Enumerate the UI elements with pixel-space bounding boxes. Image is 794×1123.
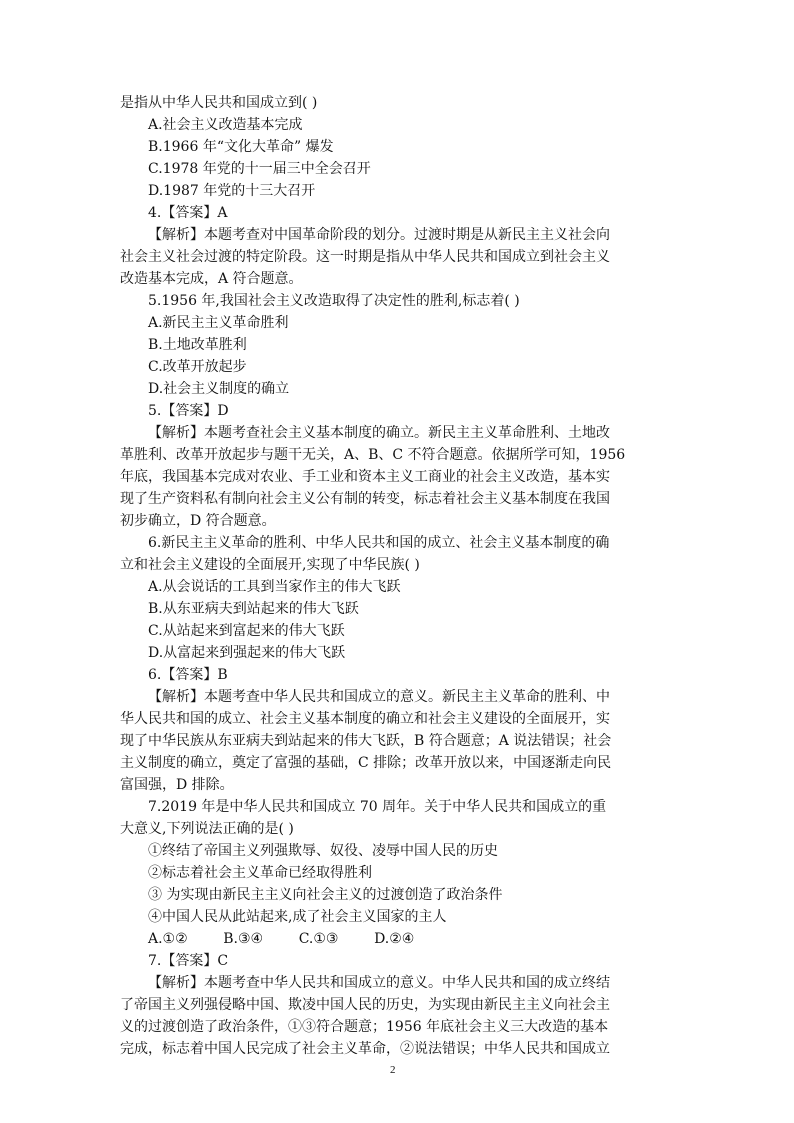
question-stem: 6.新民主主义革命的胜利、中华人民共和国的成立、社会主义基本制度的确	[148, 535, 610, 551]
analysis-text: 现了生产资料私有制向社会主义公有制的转变，标志着社会主义基本制度在我国	[120, 491, 610, 507]
option-a: A.新民主主义革命胜利	[148, 315, 289, 331]
analysis-text: 完成，标志着中国人民完成了社会主义革命，②说法错误；中华人民共和国成立	[120, 1041, 610, 1057]
analysis-text: 改造基本完成，A 符合题意。	[120, 271, 303, 287]
option-b: B.土地改革胜利	[148, 337, 247, 353]
analysis-text: 富国强，D 排除。	[120, 777, 234, 793]
analysis-text: 【解析】本题考查中华人民共和国成立的意义。新民主主义革命的胜利、中	[148, 689, 610, 705]
analysis-text: 了帝国主义列强侵略中国、欺凌中国人民的历史，为实现由新民主主义向社会主	[120, 997, 610, 1013]
answer-label: 6.【答案】B	[148, 667, 228, 683]
analysis-text: 【解析】本题考查社会主义基本制度的确立。新民主主义革命胜利、土地改	[148, 425, 610, 441]
statement-item: ④中国人民从此站起来,成了社会主义国家的主人	[148, 909, 447, 925]
option-c: C.从站起来到富起来的伟大飞跃	[148, 623, 345, 639]
option-c: C.改革开放起步	[148, 359, 247, 375]
question-stem: 5.1956 年,我国社会主义改造取得了决定性的胜利,标志着( )	[148, 293, 520, 309]
option-d: D.社会主义制度的确立	[148, 381, 290, 397]
statement-item: ②标志着社会主义革命已经取得胜利	[148, 865, 372, 881]
analysis-text: 【解析】本题考查中华人民共和国成立的意义。中华人民共和国的成立终结	[148, 975, 610, 991]
question-stem: 7.2019 年是中华人民共和国成立 70 周年。关于中华人民共和国成立的重	[148, 799, 607, 815]
page-number: 2	[390, 1064, 396, 1076]
statement-item: ①终结了帝国主义列强欺辱、奴役、凌辱中国人民的历史	[148, 843, 498, 859]
analysis-text: 华人民共和国的成立、社会主义基本制度的确立和社会主义建设的全面展开，实	[120, 711, 610, 727]
options-row: A.①② B.③④ C.①③ D.②④	[148, 931, 415, 947]
option-a: A.社会主义改造基本完成	[148, 117, 303, 133]
option-a: A.从会说话的工具到当家作主的伟大飞跃	[148, 579, 401, 595]
question-stem-continuation: 是指从中华人民共和国成立到( )	[120, 95, 318, 111]
question-stem: 立和社会主义建设的全面展开,实现了中华民族( )	[120, 557, 420, 573]
answer-label: 7.【答案】C	[148, 953, 229, 969]
analysis-text: 【解析】本题考查对中国革命阶段的划分。过渡时期是从新民主主义社会向	[148, 227, 610, 243]
analysis-text: 主义制度的确立，奠定了富强的基础，C 排除；改革开放以来，中国逐渐走向民	[120, 755, 612, 771]
statement-item: ③ 为实现由新民主主义向社会主义的过渡创造了政治条件	[148, 887, 503, 903]
answer-label: 4.【答案】A	[148, 205, 228, 221]
analysis-text: 革胜利、改革开放起步与题干无关，A、B、C 不符合题意。依据所学可知，1956	[120, 447, 626, 463]
option-c: C.1978 年党的十一届三中全会召开	[148, 161, 371, 177]
analysis-text: 初步确立，D 符合题意。	[120, 513, 276, 529]
option-b: B.1966 年“文化大革命” 爆发	[148, 139, 334, 155]
question-stem: 大意义,下列说法正确的是( )	[120, 821, 294, 837]
analysis-text: 义的过渡创造了政治条件，①③符合题意；1956 年底社会主义三大改造的基本	[120, 1019, 609, 1035]
option-b: B.从东亚病夫到站起来的伟大飞跃	[148, 601, 359, 617]
analysis-text: 社会主义社会过渡的特定阶段。这一时期是指从中华人民共和国成立到社会主义	[120, 249, 610, 265]
analysis-text: 年底，我国基本完成对农业、手工业和资本主义工商业的社会主义改造，基本实	[120, 469, 610, 485]
option-d: D.从富起来到强起来的伟大飞跃	[148, 645, 346, 661]
analysis-text: 现了中华民族从东亚病夫到站起来的伟大飞跃，B 符合题意；A 说法错误；社会	[120, 733, 612, 749]
option-d: D.1987 年党的十三大召开	[148, 183, 316, 199]
answer-label: 5.【答案】D	[148, 403, 229, 419]
